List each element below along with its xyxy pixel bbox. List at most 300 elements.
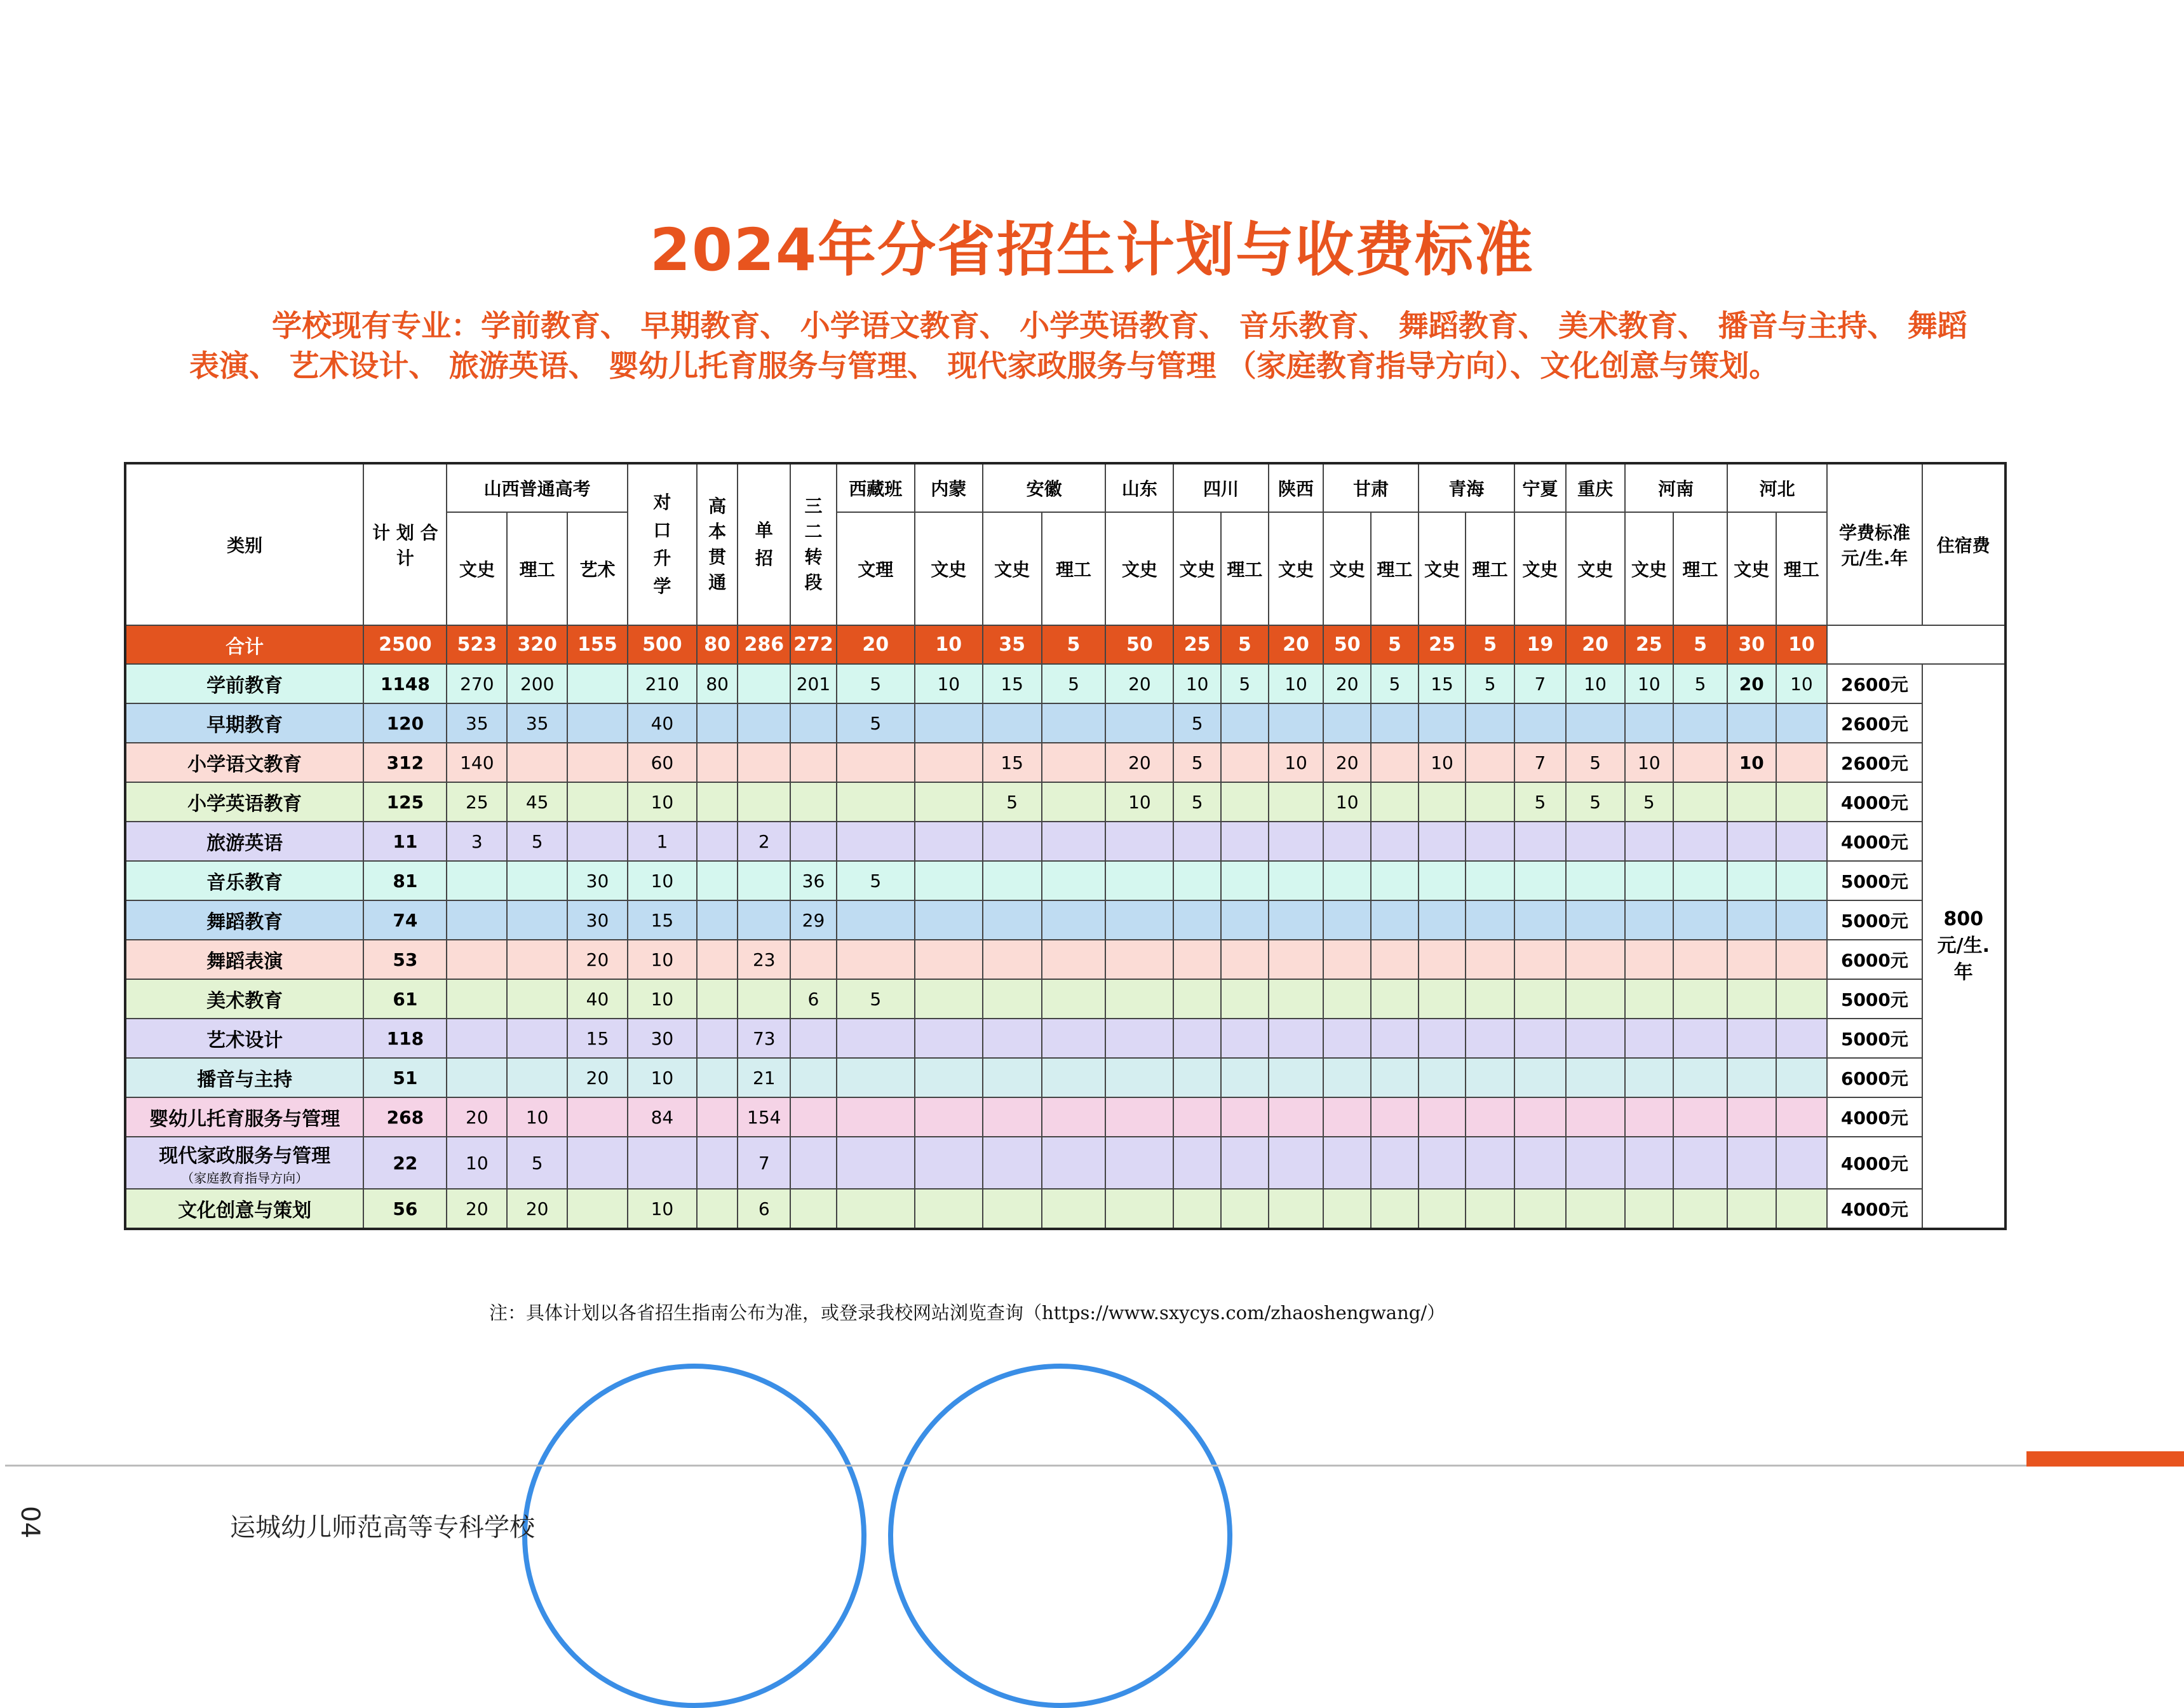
row-category	[125, 940, 363, 979]
data-cell: 30	[567, 861, 628, 900]
data-cell: 120	[363, 703, 447, 743]
data-cell: 7	[738, 1137, 790, 1189]
data-cell	[1371, 1189, 1419, 1229]
row-fee: 4000元	[1827, 1189, 1922, 1229]
data-cell: 268	[363, 1097, 447, 1137]
data-cell	[1371, 1097, 1419, 1137]
data-cell	[1566, 1097, 1625, 1137]
data-cell	[1105, 979, 1173, 1019]
header-sub-16: 文史	[1566, 512, 1625, 625]
data-cell	[1673, 1019, 1727, 1058]
table-row	[125, 743, 2005, 782]
data-cell	[1727, 1189, 1776, 1229]
data-cell: 51	[363, 1058, 447, 1097]
data-cell: 29	[790, 900, 837, 940]
data-cell	[983, 1137, 1042, 1189]
table-row	[125, 1097, 2005, 1137]
table-row	[125, 1058, 2005, 1097]
data-cell	[983, 703, 1042, 743]
data-cell: 210	[628, 664, 697, 703]
data-cell	[983, 900, 1042, 940]
table-row	[125, 782, 2005, 822]
data-cell	[1371, 940, 1419, 979]
data-cell	[1419, 900, 1466, 940]
table-row	[125, 900, 2005, 940]
data-cell	[1419, 782, 1466, 822]
data-cell	[1371, 1019, 1419, 1058]
data-cell	[1269, 782, 1324, 822]
data-cell	[983, 1189, 1042, 1229]
data-cell	[1466, 1097, 1514, 1137]
data-cell	[1466, 1137, 1514, 1189]
data-cell	[1042, 743, 1106, 782]
data-cell	[567, 664, 628, 703]
data-cell: 10	[1105, 782, 1173, 822]
data-cell: 20	[567, 1058, 628, 1097]
data-cell: 40	[628, 703, 697, 743]
data-cell	[1173, 1137, 1221, 1189]
data-cell	[697, 979, 738, 1019]
data-cell: 270	[447, 664, 507, 703]
header-sub-20: 理工	[1776, 512, 1828, 625]
data-cell	[1466, 1019, 1514, 1058]
header-shaanxi: 陕西	[1269, 463, 1324, 512]
data-cell	[1776, 703, 1828, 743]
data-cell: 10	[1173, 664, 1221, 703]
data-cell	[567, 1189, 628, 1229]
data-cell	[1625, 703, 1674, 743]
header-sub-6: 理工	[1042, 512, 1106, 625]
data-cell	[1625, 861, 1674, 900]
data-cell: 5	[983, 782, 1042, 822]
data-cell	[697, 1058, 738, 1097]
data-cell	[1727, 1058, 1776, 1097]
data-cell	[1323, 940, 1371, 979]
total-cell: 50	[1105, 625, 1173, 664]
data-cell	[1221, 940, 1269, 979]
page-number: 04	[15, 1506, 44, 1538]
data-cell	[1221, 782, 1269, 822]
data-cell	[983, 940, 1042, 979]
data-cell	[1776, 822, 1828, 861]
data-cell	[447, 900, 507, 940]
data-cell: 5	[1221, 664, 1269, 703]
data-cell: 23	[738, 940, 790, 979]
total-cell: 35	[983, 625, 1042, 664]
data-cell: 140	[447, 743, 507, 782]
data-cell: 5	[837, 664, 915, 703]
total-cell: 25	[1625, 625, 1674, 664]
data-cell	[790, 743, 837, 782]
data-cell	[1566, 1058, 1625, 1097]
data-cell	[1673, 979, 1727, 1019]
data-cell: 21	[738, 1058, 790, 1097]
data-cell: 30	[567, 900, 628, 940]
header-sub-14: 理工	[1466, 512, 1514, 625]
data-cell	[1514, 822, 1566, 861]
data-cell	[697, 900, 738, 940]
data-cell	[1105, 703, 1173, 743]
data-cell	[1221, 861, 1269, 900]
row-category	[125, 743, 363, 782]
row-category	[125, 1137, 363, 1189]
data-cell	[1371, 900, 1419, 940]
data-cell	[1042, 1189, 1106, 1229]
data-cell	[1419, 1137, 1466, 1189]
header-plan-total: 计 划 合 计	[363, 463, 447, 625]
header-qinghai: 青海	[1419, 463, 1514, 512]
header-sub-10: 文史	[1269, 512, 1324, 625]
data-cell	[915, 782, 983, 822]
total-cell: 5	[1221, 625, 1269, 664]
data-cell: 22	[363, 1137, 447, 1189]
row-category-sub: （家庭教育指导方向）	[181, 1170, 309, 1186]
data-cell	[1673, 822, 1727, 861]
row-category-name: 文化创意与策划	[178, 1200, 312, 1222]
data-cell	[567, 743, 628, 782]
data-cell	[1776, 900, 1828, 940]
data-cell	[1042, 1058, 1106, 1097]
data-cell	[1419, 1097, 1466, 1137]
data-cell	[1466, 743, 1514, 782]
row-category	[125, 703, 363, 743]
header-gaoben: 高本贯通	[697, 463, 738, 625]
row-fee: 6000元	[1827, 1058, 1922, 1097]
data-cell	[1323, 900, 1371, 940]
data-cell: 5	[507, 1137, 567, 1189]
data-cell: 35	[507, 703, 567, 743]
total-cell: 272	[790, 625, 837, 664]
row-category	[125, 979, 363, 1019]
data-cell	[1673, 1097, 1727, 1137]
header-anhui: 安徽	[983, 463, 1106, 512]
total-cell: 20	[1566, 625, 1625, 664]
data-cell	[1673, 1058, 1727, 1097]
data-cell: 73	[738, 1019, 790, 1058]
data-cell	[1323, 1019, 1371, 1058]
data-cell: 20	[567, 940, 628, 979]
data-cell	[1221, 900, 1269, 940]
header-sichuan: 四川	[1173, 463, 1268, 512]
data-cell	[628, 1137, 697, 1189]
data-cell: 40	[567, 979, 628, 1019]
data-cell	[1269, 1019, 1324, 1058]
data-cell	[1625, 1189, 1674, 1229]
data-cell: 10	[628, 861, 697, 900]
table-row	[125, 861, 2005, 900]
data-cell	[837, 900, 915, 940]
data-cell	[915, 979, 983, 1019]
table-row	[125, 822, 2005, 861]
data-cell	[1323, 1097, 1371, 1137]
header-dorm: 住宿费	[1922, 463, 2005, 625]
data-cell	[837, 1058, 915, 1097]
row-category-name: 早期教育	[206, 714, 283, 736]
data-cell	[1727, 940, 1776, 979]
data-cell	[567, 703, 628, 743]
row-category-name: 小学语文教育	[187, 754, 302, 776]
row-fee: 4000元	[1827, 822, 1922, 861]
header-chongqing: 重庆	[1566, 463, 1625, 512]
data-cell	[790, 822, 837, 861]
row-category	[125, 822, 363, 861]
data-cell: 15	[567, 1019, 628, 1058]
data-cell: 200	[507, 664, 567, 703]
data-cell	[1269, 703, 1324, 743]
data-cell: 10	[447, 1137, 507, 1189]
header-sub-1: 理工	[507, 512, 567, 625]
dorm-fee: 800元/生.年	[1922, 664, 2005, 1229]
data-cell	[1323, 861, 1371, 900]
decorative-circle-right	[888, 1364, 1232, 1708]
data-cell	[1323, 703, 1371, 743]
data-cell	[1673, 940, 1727, 979]
data-cell	[790, 940, 837, 979]
total-label: 合计	[125, 625, 363, 664]
data-cell	[1173, 1058, 1221, 1097]
data-cell	[1269, 861, 1324, 900]
row-fee: 2600元	[1827, 743, 1922, 782]
data-cell: 20	[1727, 664, 1776, 703]
total-cell: 30	[1727, 625, 1776, 664]
row-category-name: 现代家政服务与管理	[159, 1144, 331, 1167]
header-henan: 河南	[1625, 463, 1727, 512]
total-cell: 80	[697, 625, 738, 664]
data-cell	[1419, 979, 1466, 1019]
row-category-name: 学前教育	[206, 675, 283, 697]
data-cell: 5	[1173, 743, 1221, 782]
row-category-name: 舞蹈教育	[206, 911, 283, 933]
data-cell	[1625, 940, 1674, 979]
data-cell	[738, 782, 790, 822]
data-cell	[1269, 940, 1324, 979]
data-cell	[1727, 861, 1776, 900]
data-cell	[1323, 1137, 1371, 1189]
row-category	[125, 1058, 363, 1097]
row-category	[125, 664, 363, 703]
data-cell: 125	[363, 782, 447, 822]
data-cell: 20	[1323, 743, 1371, 782]
data-cell	[1727, 1097, 1776, 1137]
data-cell: 5	[1466, 664, 1514, 703]
header-sub-4: 文史	[915, 512, 983, 625]
data-cell	[1727, 782, 1776, 822]
data-cell	[790, 1137, 837, 1189]
data-cell: 5	[1625, 782, 1674, 822]
data-cell	[1221, 1137, 1269, 1189]
data-cell	[1221, 1019, 1269, 1058]
total-cell: 20	[837, 625, 915, 664]
data-cell	[1673, 900, 1727, 940]
data-cell	[1566, 1019, 1625, 1058]
row-fee: 5000元	[1827, 979, 1922, 1019]
data-cell: 61	[363, 979, 447, 1019]
data-cell	[1221, 822, 1269, 861]
data-cell	[447, 940, 507, 979]
data-cell: 74	[363, 900, 447, 940]
row-category	[125, 1189, 363, 1229]
data-cell: 5	[1042, 664, 1106, 703]
data-cell	[1514, 703, 1566, 743]
data-cell: 5	[1371, 664, 1419, 703]
data-cell	[1221, 979, 1269, 1019]
total-cell: 10	[1776, 625, 1828, 664]
data-cell	[1727, 900, 1776, 940]
data-cell	[1221, 743, 1269, 782]
data-cell	[915, 822, 983, 861]
data-cell	[1514, 1189, 1566, 1229]
data-cell: 80	[697, 664, 738, 703]
row-category	[125, 900, 363, 940]
data-cell	[1323, 979, 1371, 1019]
data-cell	[1221, 1189, 1269, 1229]
header-danzhao: 单招	[738, 463, 790, 625]
data-cell	[837, 940, 915, 979]
data-cell	[507, 1019, 567, 1058]
row-category-name: 美术教育	[206, 990, 283, 1012]
header-sub-9: 理工	[1221, 512, 1269, 625]
data-cell	[1466, 861, 1514, 900]
data-cell: 118	[363, 1019, 447, 1058]
data-cell: 15	[628, 900, 697, 940]
data-cell	[837, 1097, 915, 1137]
footer-accent-bar	[2026, 1451, 2184, 1467]
data-cell	[983, 979, 1042, 1019]
row-fee: 2600元	[1827, 664, 1922, 703]
data-cell	[1466, 979, 1514, 1019]
data-cell	[1042, 822, 1106, 861]
data-cell	[1566, 1137, 1625, 1189]
data-cell	[1042, 703, 1106, 743]
data-cell	[1776, 979, 1828, 1019]
data-cell	[697, 743, 738, 782]
data-cell	[697, 822, 738, 861]
data-cell	[1466, 940, 1514, 979]
total-row	[125, 625, 2005, 664]
data-cell: 10	[1323, 782, 1371, 822]
data-cell	[837, 743, 915, 782]
header-sub-19: 文史	[1727, 512, 1776, 625]
data-cell	[1269, 822, 1324, 861]
data-cell	[837, 782, 915, 822]
data-cell	[915, 1058, 983, 1097]
data-cell: 15	[983, 743, 1042, 782]
data-cell	[1514, 861, 1566, 900]
data-cell: 10	[628, 940, 697, 979]
data-cell	[1371, 782, 1419, 822]
data-cell: 56	[363, 1189, 447, 1229]
row-category-name: 艺术设计	[206, 1029, 283, 1052]
data-cell	[1105, 1189, 1173, 1229]
header-sub-3: 文理	[837, 512, 915, 625]
data-cell	[983, 822, 1042, 861]
table-row	[125, 1189, 2005, 1229]
data-cell: 35	[447, 703, 507, 743]
total-cell: 523	[447, 625, 507, 664]
data-cell	[1776, 782, 1828, 822]
data-cell: 30	[628, 1019, 697, 1058]
table-row	[125, 703, 2005, 743]
data-cell: 20	[1323, 664, 1371, 703]
total-cell: 5	[1466, 625, 1514, 664]
data-cell	[1514, 900, 1566, 940]
total-cell: 20	[1269, 625, 1324, 664]
enrollment-table	[124, 462, 2007, 1230]
data-cell	[1419, 940, 1466, 979]
header-xizang: 西藏班	[837, 463, 915, 512]
data-cell: 10	[1269, 664, 1324, 703]
data-cell: 20	[447, 1097, 507, 1137]
table-row	[125, 664, 2005, 703]
header-sanzhuan: 三二转段	[790, 463, 837, 625]
data-cell: 10	[1269, 743, 1324, 782]
header-sub-12: 理工	[1371, 512, 1419, 625]
data-cell	[567, 822, 628, 861]
data-cell	[447, 1019, 507, 1058]
data-cell	[1371, 703, 1419, 743]
header-gansu: 甘肃	[1323, 463, 1418, 512]
data-cell	[738, 861, 790, 900]
total-cell: 50	[1323, 625, 1371, 664]
data-cell: 10	[1419, 743, 1466, 782]
data-cell	[1371, 979, 1419, 1019]
data-cell: 11	[363, 822, 447, 861]
data-cell	[1566, 861, 1625, 900]
row-fee: 5000元	[1827, 861, 1922, 900]
header-fee: 学费标准元/生.年	[1827, 463, 1922, 625]
data-cell	[1323, 1058, 1371, 1097]
data-cell	[1625, 1058, 1674, 1097]
data-cell	[1566, 822, 1625, 861]
data-cell	[447, 861, 507, 900]
data-cell: 10	[628, 979, 697, 1019]
data-cell: 2	[738, 822, 790, 861]
data-cell	[1042, 1019, 1106, 1058]
data-cell	[567, 782, 628, 822]
header-duikou: 对口升学	[628, 463, 697, 625]
data-cell: 81	[363, 861, 447, 900]
data-cell	[837, 822, 915, 861]
data-cell	[1466, 1058, 1514, 1097]
total-cell: 286	[738, 625, 790, 664]
data-cell	[1776, 861, 1828, 900]
data-cell	[567, 1097, 628, 1137]
data-cell: 3	[447, 822, 507, 861]
data-cell	[697, 1137, 738, 1189]
data-cell	[1776, 1137, 1828, 1189]
data-cell	[1042, 940, 1106, 979]
data-cell	[915, 1097, 983, 1137]
row-fee: 4000元	[1827, 1097, 1922, 1137]
data-cell	[915, 940, 983, 979]
data-cell	[447, 1058, 507, 1097]
total-cell: 500	[628, 625, 697, 664]
data-cell	[697, 861, 738, 900]
row-category-name: 婴幼儿托育服务与管理	[149, 1108, 340, 1130]
footer-divider	[5, 1465, 2184, 1467]
data-cell	[1625, 979, 1674, 1019]
data-cell	[1419, 1019, 1466, 1058]
data-cell	[1269, 1137, 1324, 1189]
total-cell: 19	[1514, 625, 1566, 664]
data-cell	[697, 782, 738, 822]
data-cell: 5	[1514, 782, 1566, 822]
data-cell: 5	[1566, 743, 1625, 782]
row-category	[125, 861, 363, 900]
data-cell: 20	[447, 1189, 507, 1229]
row-fee: 4000元	[1827, 782, 1922, 822]
data-cell: 10	[915, 664, 983, 703]
